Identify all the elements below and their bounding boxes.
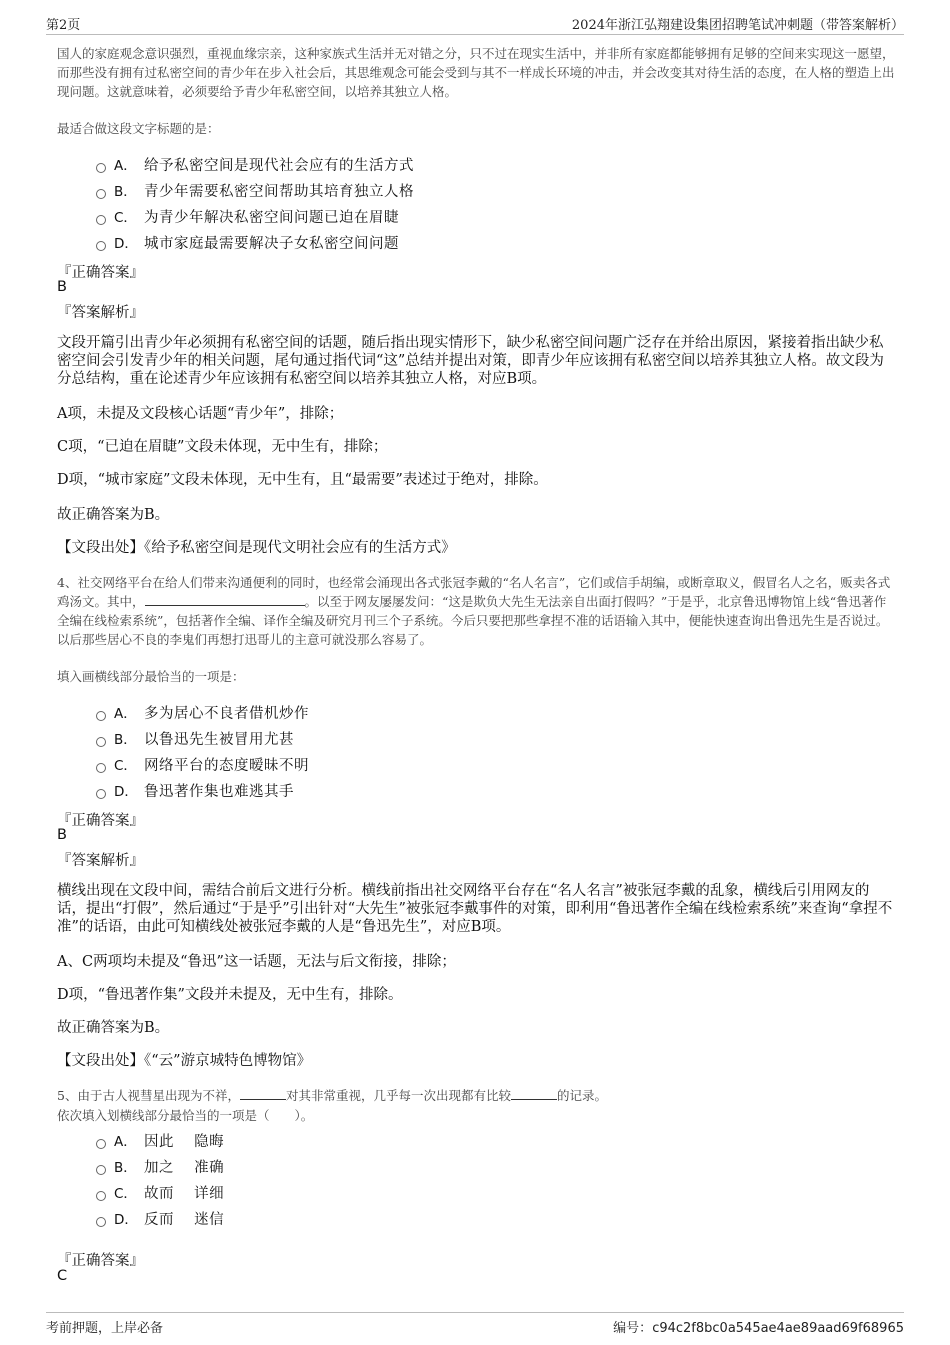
radio-icon[interactable] (96, 737, 106, 747)
fill-blank (240, 1087, 286, 1100)
radio-icon[interactable] (96, 711, 106, 721)
q5-answer: C (57, 1268, 68, 1284)
q5-option-d[interactable]: D． 反而 迷信 (96, 1208, 224, 1228)
radio-icon[interactable] (96, 789, 106, 799)
q3-analysis-d: D项，“城市家庭”文段未体现，无中生有，且“最需要”表述过于绝对，排除。 (57, 472, 548, 488)
document-code: 编号：c94c2f8bc0a545ae4ae89aad69f68965 (613, 1321, 904, 1336)
q3-analysis-main: 文段开篇引出青少年必须拥有私密空间的话题，随后指出现实情形下，缺少私密空间问题广泛存在并给出原因，紧接着指出缺少私密空间会引发青少年的相关问题，尾句通过指代词“这”总结并提出对策，即青少年应该拥有私密空间以培养其独立人格。故文段为分总结构，重在论述青少年应该拥有私密空间以培养其独立人格，对应B项。 (57, 335, 884, 387)
radio-icon[interactable] (96, 763, 106, 773)
fill-blank (511, 1087, 557, 1100)
q3-option-d[interactable]: D． 城市家庭最需要解决子女私密空间问题 (96, 232, 399, 252)
q4-passage: 4、社交网络平台在给人们带来沟通便利的同时，也经常会涌现出各式张冠李戴的“名人名言”，它们或信手胡编，或断章取义，假冒名人之名，贩卖各式鸡汤文。其中， 。以至于网友屡屡发问：“这是欺负大先生无法亲自出面打假吗？”于是乎，北京鲁迅博物馆上线“鲁迅著作全编在线检索系统”，包括著作全编、译作全编及研究月刊三个子系统。今后只要把那些拿捏不准的话语输入其中，便能快速查询出鲁迅先生是否说过。以后那些居心不良的李鬼们再想打迅哥儿的主意可就没那么容易了。 (57, 575, 891, 647)
q4-option-b[interactable]: B． 以鲁迅先生被冒用尤甚 (96, 728, 294, 748)
q3-option-b[interactable]: B． 青少年需要私密空间帮助其培育独立人格 (96, 180, 414, 200)
q4-conclusion: 故正确答案为B。 (57, 1020, 170, 1036)
q5-option-a[interactable]: A． 因此 隐晦 (96, 1130, 224, 1150)
q4-option-a[interactable]: A． 多为居心不良者借机炒作 (96, 702, 309, 722)
q4-answer: B (57, 827, 67, 843)
q4-analysis-ac: A、C两项均未提及“鲁迅”这一话题，无法与后文衔接，排除； (57, 954, 456, 970)
q4-option-c[interactable]: C． 网络平台的态度暧昧不明 (96, 754, 309, 774)
q3-answer-label: 『正确答案』 (57, 265, 144, 281)
q3-analysis-a: A项，未提及文段核心话题“青少年”，排除； (57, 406, 344, 422)
radio-icon[interactable] (96, 215, 106, 225)
q3-answer: B (57, 279, 67, 295)
radio-icon[interactable] (96, 1191, 106, 1201)
footer-slogan: 考前押题，上岸必备 (46, 1321, 164, 1336)
q5-stem: 5、由于古人视彗星出现为不祥， 对其非常重视，几乎每一次出现都有比较 的记录。 (57, 1088, 607, 1103)
q3-analysis-label: 『答案解析』 (57, 305, 144, 321)
q3-option-a[interactable]: A． 给予私密空间是现代社会应有的生活方式 (96, 154, 414, 174)
q3-passage: 国人的家庭观念意识强烈，重视血缘宗亲，这种家族式生活并无对错之分，只不过在现实生活中，并非所有家庭都能够拥有足够的空间来实现这一愿望，而那些没有拥有过私密空间的青少年在步入社会后，其思维观念可能会受到与其不一样成长环境的冲击，并会改变其对待生活的态度，在人格的塑造上出现问题。这就意味着，必须要给予青少年私密空间，以培养其独立人格。 (57, 46, 895, 99)
q4-analysis-d: D项，“鲁迅著作集”文段并未提及，无中生有，排除。 (57, 987, 403, 1003)
q3-option-c[interactable]: C． 为青少年解决私密空间问题已迫在眉睫 (96, 206, 399, 226)
radio-icon[interactable] (96, 163, 106, 173)
q5-question: 依次填入划横线部分最恰当的一项是（ ）。 (57, 1108, 314, 1123)
q3-analysis-c: C项，“已迫在眉睫”文段未体现，无中生有，排除； (57, 439, 388, 455)
page-footer (46, 1312, 904, 1337)
page-header (46, 14, 904, 35)
radio-icon[interactable] (96, 1139, 106, 1149)
radio-icon[interactable] (96, 241, 106, 251)
q4-answer-label: 『正确答案』 (57, 813, 144, 829)
q4-question: 填入画横线部分最恰当的一项是： (57, 669, 245, 684)
document-title: 2024年浙江弘翔建设集团招聘笔试冲刺题（带答案解析） (571, 18, 904, 33)
page-number: 第2页 (46, 18, 81, 33)
radio-icon[interactable] (96, 189, 106, 199)
q4-analysis-label: 『答案解析』 (57, 853, 144, 869)
q3-source: 【文段出处】《给予私密空间是现代文明社会应有的生活方式》 (57, 540, 456, 556)
q5-answer-label: 『正确答案』 (57, 1253, 144, 1269)
q4-source: 【文段出处】《“云”游京城特色博物馆》 (57, 1053, 312, 1069)
radio-icon[interactable] (96, 1217, 106, 1227)
q5-option-c[interactable]: C． 故而 详细 (96, 1182, 224, 1202)
q4-analysis-main: 横线出现在文段中间，需结合前后文进行分析。横线前指出社交网络平台存在“名人名言”被张冠李戴的乱象，横线后引用网友的话，提出“打假”，然后通过“于是乎”引出针对“大先生”被张冠李戴事件的对策，即利用“鲁迅著作全编在线检索系统”来查询“拿捏不准”的话语，由此可知横线处被张冠李戴的人是“鲁迅先生”，对应B项。 (57, 883, 893, 935)
radio-icon[interactable] (96, 1165, 106, 1175)
q4-option-d[interactable]: D． 鲁迅著作集也难逃其手 (96, 780, 294, 800)
q3-question: 最适合做这段文字标题的是： (57, 121, 220, 136)
q3-conclusion: 故正确答案为B。 (57, 507, 170, 523)
q5-option-b[interactable]: B． 加之 准确 (96, 1156, 224, 1176)
fill-blank (145, 593, 305, 606)
